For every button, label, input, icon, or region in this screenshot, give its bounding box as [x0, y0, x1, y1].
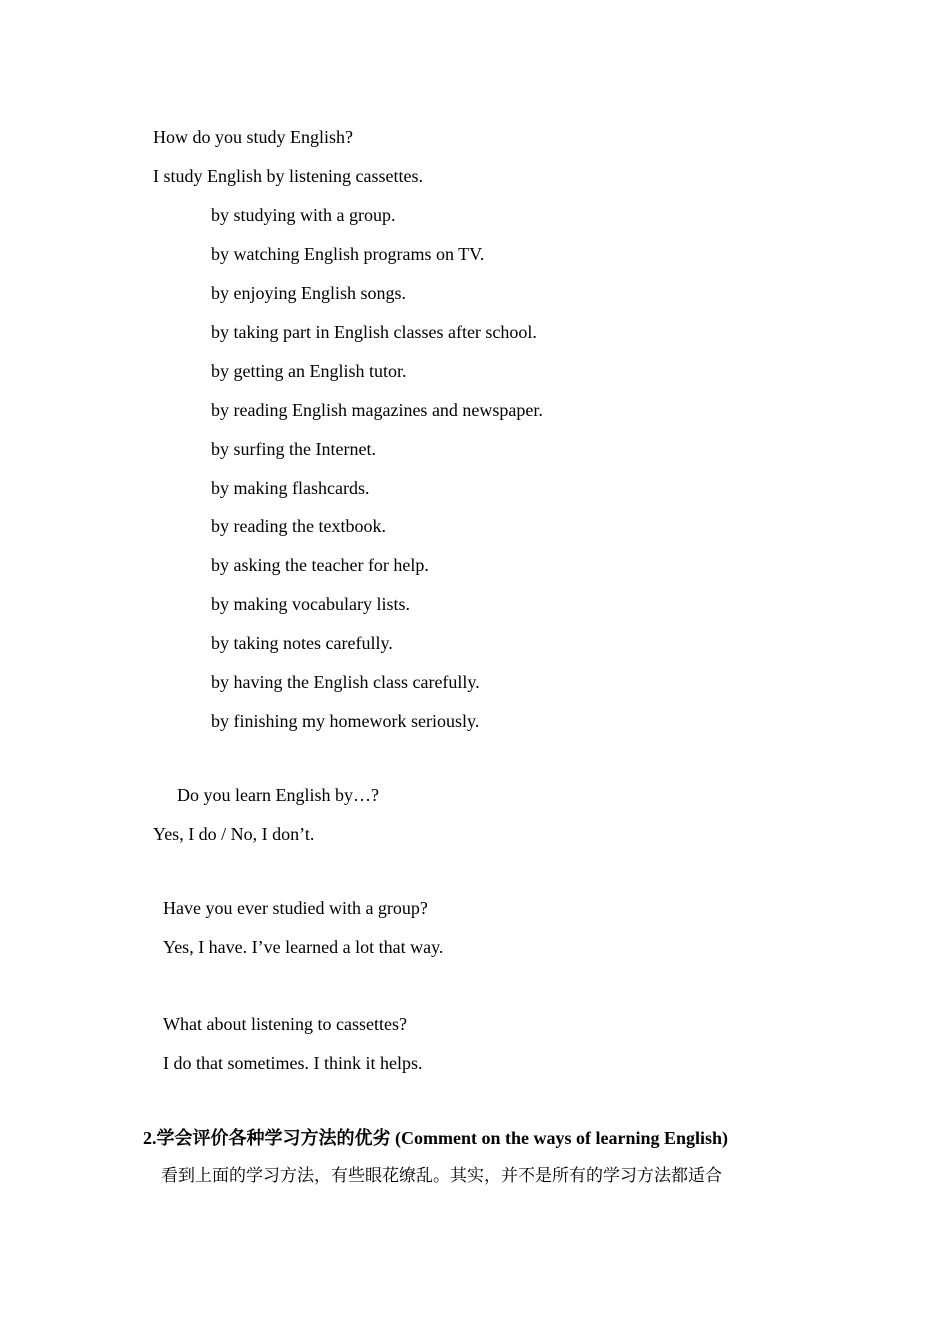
way-item: by studying with a group.: [211, 205, 396, 225]
way-item: by surfing the Internet.: [211, 439, 376, 459]
way-item: by taking notes carefully.: [211, 633, 393, 653]
section-2-heading: 2.学会评价各种学习方法的优劣 (Comment on the ways of learning English): [143, 1128, 729, 1148]
way-item: by asking the teacher for help.: [211, 555, 429, 575]
dialog-3-question: What about listening to cassettes?: [163, 1014, 407, 1034]
way-item: by finishing my homework seriously.: [211, 711, 480, 731]
way-item: by getting an English tutor.: [211, 361, 407, 381]
section-2-paragraph: 看到上面的学习方法，有些眼花缭乱。其实，并不是所有的学习方法都适合: [161, 1166, 722, 1186]
way-item: by having the English class carefully.: [211, 672, 480, 692]
answer-intro: I study English by listening cassettes.: [153, 166, 423, 186]
way-item: by making flashcards.: [211, 478, 370, 498]
dialog-3-answer: I do that sometimes. I think it helps.: [163, 1053, 423, 1073]
dialog-1-question: Do you learn English by…?: [177, 785, 379, 805]
way-item: by taking part in English classes after school.: [211, 322, 537, 342]
way-item: by reading the textbook.: [211, 516, 386, 536]
way-item: by enjoying English songs.: [211, 283, 407, 303]
question-how-study: How do you study English?: [153, 127, 353, 147]
way-item: by watching English programs on TV.: [211, 244, 485, 264]
dialog-2-answer: Yes, I have. I’ve learned a lot that way.: [163, 937, 444, 957]
way-item: by reading English magazines and newspaper.: [211, 400, 543, 420]
dialog-1-answer: Yes, I do / No, I don’t.: [153, 824, 315, 844]
way-item: by making vocabulary lists.: [211, 594, 410, 614]
dialog-2-question: Have you ever studied with a group?: [163, 898, 428, 918]
